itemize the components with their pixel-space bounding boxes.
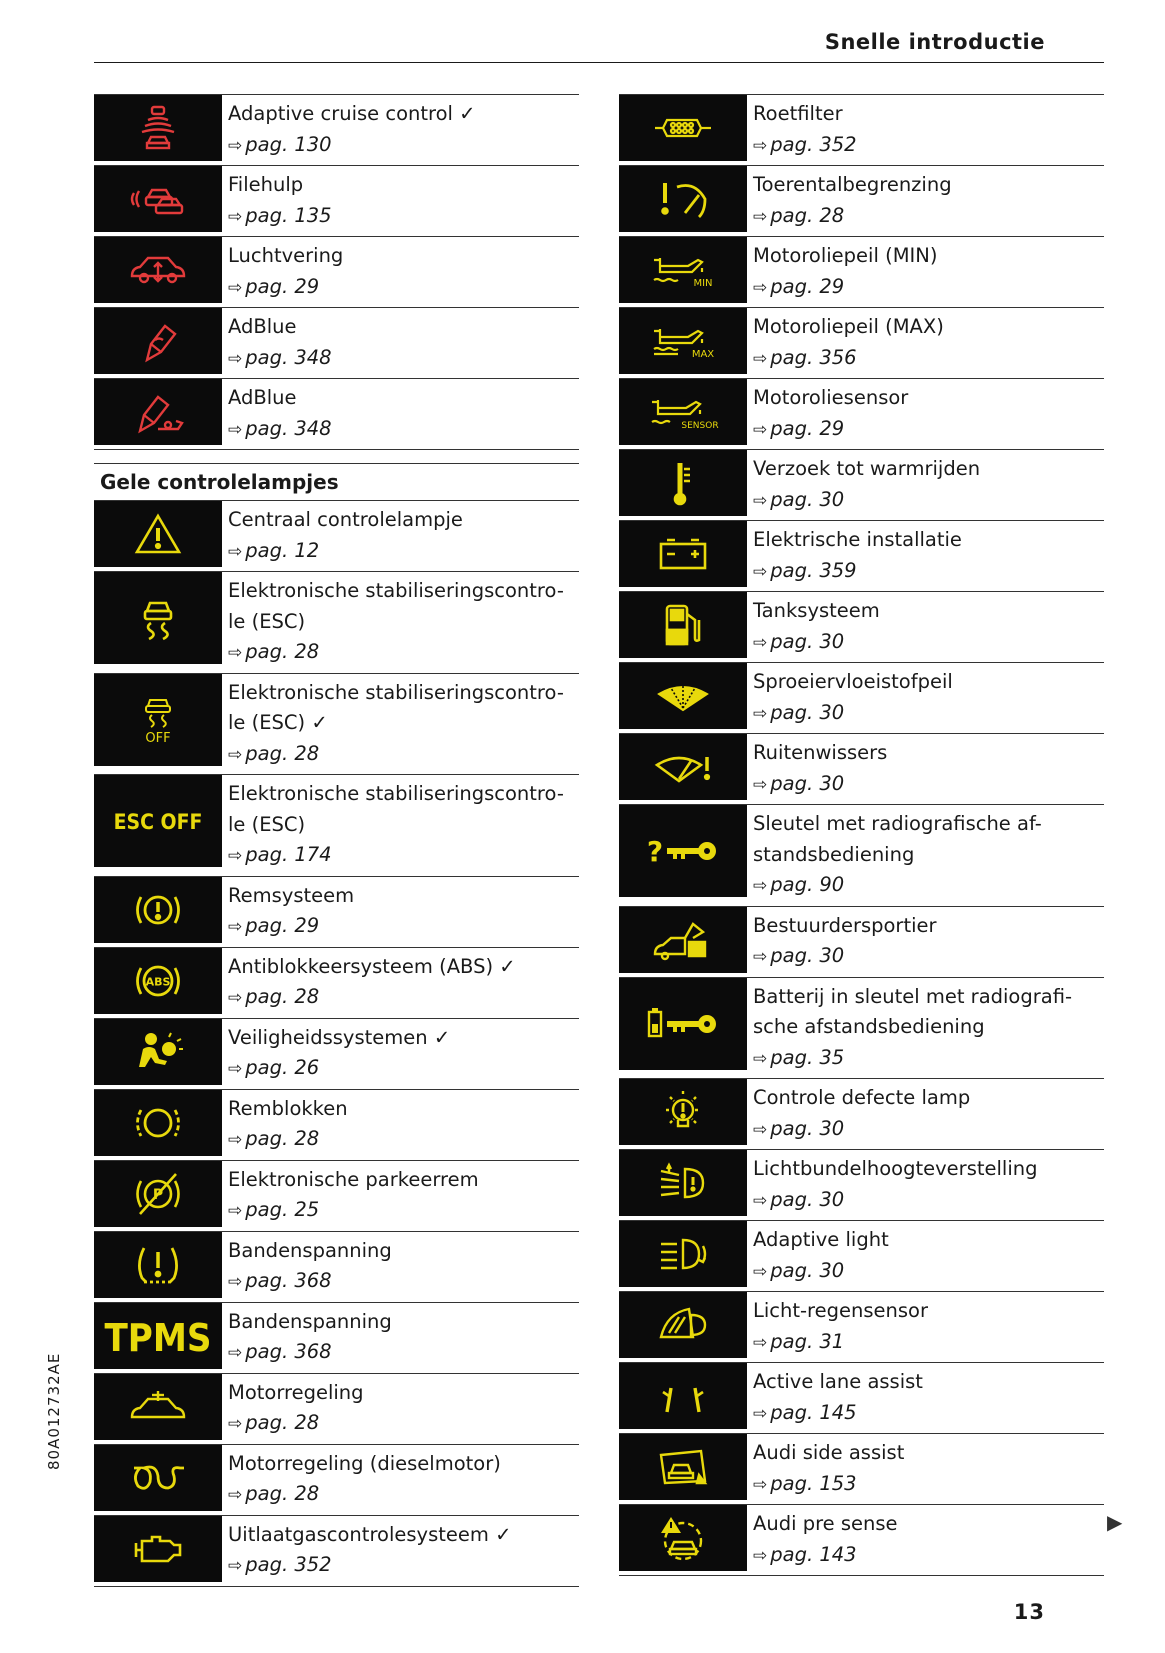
list-item xyxy=(619,591,1104,662)
list-item-text: Motoroliepeil (MAX) ⇨ pag. 356 xyxy=(747,308,1104,378)
thermometer-icon xyxy=(619,450,747,516)
list-item xyxy=(619,1362,1104,1433)
warning-triangle-icon xyxy=(94,501,222,567)
traffic-jam-assist-icon xyxy=(94,166,222,232)
adblue-icon xyxy=(94,308,222,374)
page-reference-link[interactable]: ⇨ pag. 29 xyxy=(753,274,845,298)
svg-text:ESC OFF: ESC OFF xyxy=(113,810,203,834)
page-reference-link[interactable]: ⇨ pag. 135 xyxy=(228,203,332,227)
page-reference-link[interactable]: ⇨ pag. 28 xyxy=(228,640,320,663)
list-item xyxy=(94,1231,579,1302)
left-column xyxy=(94,94,579,1587)
list-item xyxy=(619,307,1104,378)
header-divider xyxy=(94,62,1104,63)
list-item xyxy=(94,1302,579,1373)
air-suspension-icon xyxy=(94,237,222,303)
right-column xyxy=(619,94,1104,1576)
list-item xyxy=(94,673,579,775)
lane-assist-icon xyxy=(619,1363,747,1429)
page-reference-link[interactable]: ⇨ pag. 30 xyxy=(753,1116,845,1140)
list-item xyxy=(619,1291,1104,1362)
list-item-text: Motorregeling (dieselmotor) ⇨ pag. 28 xyxy=(222,1445,579,1515)
page-reference-link[interactable]: ⇨ pag. 368 xyxy=(228,1340,332,1363)
svg-text:MAX: MAX xyxy=(691,349,715,360)
page-reference-link[interactable]: ⇨ pag. 28 xyxy=(228,741,320,765)
battery-icon xyxy=(619,521,747,587)
list-item xyxy=(94,947,579,1018)
page-reference-link[interactable]: ⇨ pag. 30 xyxy=(753,771,845,795)
list-item-text: Motoroliepeil (MIN) ⇨ pag. 29 xyxy=(747,237,1104,307)
fuel-pump-icon xyxy=(619,592,747,658)
list-item xyxy=(94,876,579,947)
list-item-text: Elektrische installatie ⇨ pag. 359 xyxy=(747,521,1104,591)
list-item xyxy=(94,501,579,571)
list-item-text: Elektronische parkeerrem ⇨ pag. 25 xyxy=(222,1161,579,1231)
list-item-text: Motorregeling ⇨ pag. 28 xyxy=(222,1374,579,1444)
list-item-text: Audi pre sense ⇨ pag. 143 xyxy=(747,1505,1104,1575)
key-question-icon xyxy=(619,805,747,897)
page-reference-link[interactable]: ⇨ pag. 356 xyxy=(753,345,857,369)
list-item-text: Elektronische stabiliseringscontro- le (ESC) ✓ ⇨ pag. 28 xyxy=(222,674,579,775)
page-reference-link[interactable]: ⇨ pag. 90 xyxy=(753,873,845,896)
page-reference-link[interactable]: ⇨ pag. 30 xyxy=(753,629,845,653)
glow-plug-icon xyxy=(94,1445,222,1511)
engine-control-icon xyxy=(94,1374,222,1440)
esc-off-symbol-icon xyxy=(94,674,222,766)
brake-system-icon xyxy=(94,877,222,943)
page-reference-link[interactable]: ⇨ pag. 352 xyxy=(228,1553,332,1576)
list-item-text: Roetfilter ⇨ pag. 352 xyxy=(747,95,1104,165)
list-item xyxy=(619,449,1104,520)
svg-text:?: ? xyxy=(646,835,664,868)
list-item-text: Remblokken ⇨ pag. 28 xyxy=(222,1090,579,1160)
key-battery-icon xyxy=(619,978,747,1070)
list-item-text: Controle defecte lamp ⇨ pag. 30 xyxy=(747,1079,1104,1149)
page-reference-link[interactable]: ⇨ pag. 348 xyxy=(228,416,332,440)
list-item-text: Active lane assist ⇨ pag. 145 xyxy=(747,1363,1104,1433)
page-reference-link[interactable]: ⇨ pag. 352 xyxy=(753,132,857,156)
wiper-icon xyxy=(619,734,747,800)
list-item-text: Verzoek tot warmrijden ⇨ pag. 30 xyxy=(747,450,1104,520)
list-item-text: Luchtvering ⇨ pag. 29 xyxy=(222,237,579,307)
brake-pads-icon xyxy=(94,1090,222,1156)
page-reference-link[interactable]: ⇨ pag. 359 xyxy=(753,558,857,582)
list-item-text: Adaptive cruise control ✓ ⇨ pag. 130 xyxy=(222,95,579,165)
next-page-arrow-icon[interactable]: ▶ xyxy=(1107,1510,1123,1534)
particulate-filter-icon xyxy=(619,95,747,161)
rpm-limit-icon xyxy=(619,166,747,232)
page-reference-link[interactable]: ⇨ pag. 12 xyxy=(228,538,320,562)
list-item-text: Tanksysteem ⇨ pag. 30 xyxy=(747,592,1104,662)
list-item xyxy=(94,1089,579,1160)
page-reference-link[interactable]: ⇨ pag. 31 xyxy=(753,1329,845,1353)
list-item xyxy=(619,94,1104,165)
oil-level-max-icon xyxy=(619,308,747,374)
page-reference-link[interactable]: ⇨ pag. 28 xyxy=(753,203,845,227)
list-item-text: Filehulp ⇨ pag. 135 xyxy=(222,166,579,236)
tpms-text-icon xyxy=(94,1303,222,1369)
page-reference-link[interactable]: ⇨ pag. 28 xyxy=(228,1127,320,1150)
page-reference-link[interactable]: ⇨ pag. 26 xyxy=(228,1056,320,1079)
page-reference-link[interactable]: ⇨ pag. 30 xyxy=(753,1258,845,1282)
list-item-text: Licht-regensensor ⇨ pag. 31 xyxy=(747,1292,1104,1362)
list-item xyxy=(619,662,1104,733)
list-item xyxy=(94,1444,579,1515)
list-item xyxy=(94,571,579,673)
list-item xyxy=(619,520,1104,591)
document-code: 80A012732AE xyxy=(45,1352,63,1470)
page-reference-link[interactable]: ⇨ pag. 29 xyxy=(228,914,320,937)
list-item xyxy=(94,1515,579,1587)
list-item-text: Uitlaatgascontrolesysteem ✓ ⇨ pag. 352 xyxy=(222,1516,579,1586)
esc-icon xyxy=(94,572,222,664)
list-item xyxy=(619,165,1104,236)
page-reference-link[interactable]: ⇨ pag. 30 xyxy=(753,1187,845,1211)
headlight-range-icon xyxy=(619,1150,747,1216)
list-item xyxy=(619,906,1104,977)
list-item xyxy=(619,733,1104,804)
section-heading: Gele controlelampjes xyxy=(94,463,579,501)
list-item-text: Remsysteem ⇨ pag. 29 xyxy=(222,877,579,947)
svg-text:OFF: OFF xyxy=(145,730,171,746)
list-item-text: Sleutel met radiografische af- standsbediening ⇨ pag. 90 xyxy=(747,805,1104,906)
page-reference-link[interactable]: ⇨ pag. 145 xyxy=(753,1400,857,1424)
page-reference-link[interactable]: ⇨ pag. 35 xyxy=(753,1045,845,1069)
list-item xyxy=(94,1373,579,1444)
washer-fluid-icon xyxy=(619,663,747,729)
list-item xyxy=(94,1160,579,1231)
esc-off-text-icon xyxy=(94,775,222,867)
emission-control-icon xyxy=(94,1516,222,1582)
page-reference-link[interactable]: ⇨ pag. 348 xyxy=(228,345,332,369)
light-rain-sensor-icon xyxy=(619,1292,747,1358)
page-reference-link[interactable]: ⇨ pag. 30 xyxy=(753,700,845,724)
list-item-text: Adaptive light ⇨ pag. 30 xyxy=(747,1221,1104,1291)
bulb-defect-icon xyxy=(619,1079,747,1145)
list-item-text: Veiligheidssystemen ✓ ⇨ pag. 26 xyxy=(222,1019,579,1089)
adaptive-light-icon xyxy=(619,1221,747,1287)
svg-text:ABS: ABS xyxy=(145,975,171,988)
page-reference-link[interactable]: ⇨ pag. 130 xyxy=(228,132,332,156)
list-item-text: Motoroliesensor ⇨ pag. 29 xyxy=(747,379,1104,449)
list-item xyxy=(94,236,579,307)
svg-text:P: P xyxy=(152,1186,164,1203)
list-item xyxy=(94,94,579,165)
list-item-text: Bandenspanning ⇨ pag. 368 xyxy=(222,1232,579,1302)
list-item-text: Bandenspanning ⇨ pag. 368 xyxy=(222,1303,579,1373)
svg-text:MIN: MIN xyxy=(693,278,713,289)
page-reference-link[interactable]: ⇨ pag. 25 xyxy=(228,1198,320,1221)
list-item xyxy=(619,1078,1104,1149)
page-reference-link[interactable]: ⇨ pag. 28 xyxy=(228,985,320,1008)
list-item-text: Bestuurdersportier ⇨ pag. 30 xyxy=(747,907,1104,977)
list-item-text: Toerentalbegrenzing ⇨ pag. 28 xyxy=(747,166,1104,236)
page-reference-link[interactable]: ⇨ pag. 28 xyxy=(228,1482,320,1505)
oil-sensor-icon xyxy=(619,379,747,445)
pre-sense-icon xyxy=(619,1505,747,1571)
list-item-text: Elektronische stabiliseringscontro- le (ESC) ⇨ pag. 174 xyxy=(222,775,579,876)
list-item-text: AdBlue ⇨ pag. 348 xyxy=(222,308,579,378)
tire-pressure-icon xyxy=(94,1232,222,1298)
list-item xyxy=(619,236,1104,307)
list-item-text: AdBlue ⇨ pag. 348 xyxy=(222,379,579,449)
abs-icon xyxy=(94,948,222,1014)
page-reference-link[interactable]: ⇨ pag. 29 xyxy=(753,416,845,440)
list-item xyxy=(94,378,579,450)
page-reference-link[interactable]: ⇨ pag. 30 xyxy=(753,487,845,511)
list-item xyxy=(94,774,579,876)
driver-door-icon xyxy=(619,907,747,973)
page-number: 13 xyxy=(1013,1600,1045,1624)
page-reference-link[interactable]: ⇨ pag. 29 xyxy=(228,274,320,298)
list-item-text: Elektronische stabiliseringscontro- le (ESC) ⇨ pag. 28 xyxy=(222,572,579,673)
page-reference-link[interactable]: ⇨ pag. 143 xyxy=(753,1542,857,1566)
list-item xyxy=(619,804,1104,906)
adaptive-cruise-control-icon xyxy=(94,95,222,161)
page-reference-link[interactable]: ⇨ pag. 153 xyxy=(753,1471,857,1495)
list-item xyxy=(94,1018,579,1089)
svg-text:TPMS: TPMS xyxy=(104,1315,212,1360)
list-item xyxy=(94,165,579,236)
page-reference-link[interactable]: ⇨ pag. 174 xyxy=(228,843,332,866)
list-item-text: Sproeiervloeistofpeil ⇨ pag. 30 xyxy=(747,663,1104,733)
svg-text:SENSOR: SENSOR xyxy=(681,421,719,431)
page-section-title: Snelle introductie xyxy=(824,30,1045,54)
list-item-text: Audi side assist ⇨ pag. 153 xyxy=(747,1434,1104,1504)
list-item xyxy=(619,977,1104,1079)
oil-level-min-icon xyxy=(619,237,747,303)
list-item-text: Lichtbundelhoogteverstelling ⇨ pag. 30 xyxy=(747,1150,1104,1220)
page-reference-link[interactable]: ⇨ pag. 28 xyxy=(228,1411,320,1434)
list-item xyxy=(619,1149,1104,1220)
list-item xyxy=(619,1220,1104,1291)
list-item xyxy=(94,307,579,378)
list-item xyxy=(619,378,1104,449)
page-reference-link[interactable]: ⇨ pag. 30 xyxy=(753,944,845,967)
airbag-icon xyxy=(94,1019,222,1085)
list-item xyxy=(619,1504,1104,1576)
parking-brake-icon xyxy=(94,1161,222,1227)
list-item xyxy=(619,1433,1104,1504)
list-item-text: Ruitenwissers ⇨ pag. 30 xyxy=(747,734,1104,804)
side-assist-icon xyxy=(619,1434,747,1500)
list-item-text: Batterij in sleutel met radiografi- sche afstandsbediening ⇨ pag. 35 xyxy=(747,978,1104,1079)
page-reference-link[interactable]: ⇨ pag. 368 xyxy=(228,1269,332,1292)
list-item-text: Centraal controlelampje ⇨ pag. 12 xyxy=(222,501,579,571)
list-item-text: Antiblokkeersysteem (ABS) ✓ ⇨ pag. 28 xyxy=(222,948,579,1018)
adblue-refill-icon xyxy=(94,379,222,445)
